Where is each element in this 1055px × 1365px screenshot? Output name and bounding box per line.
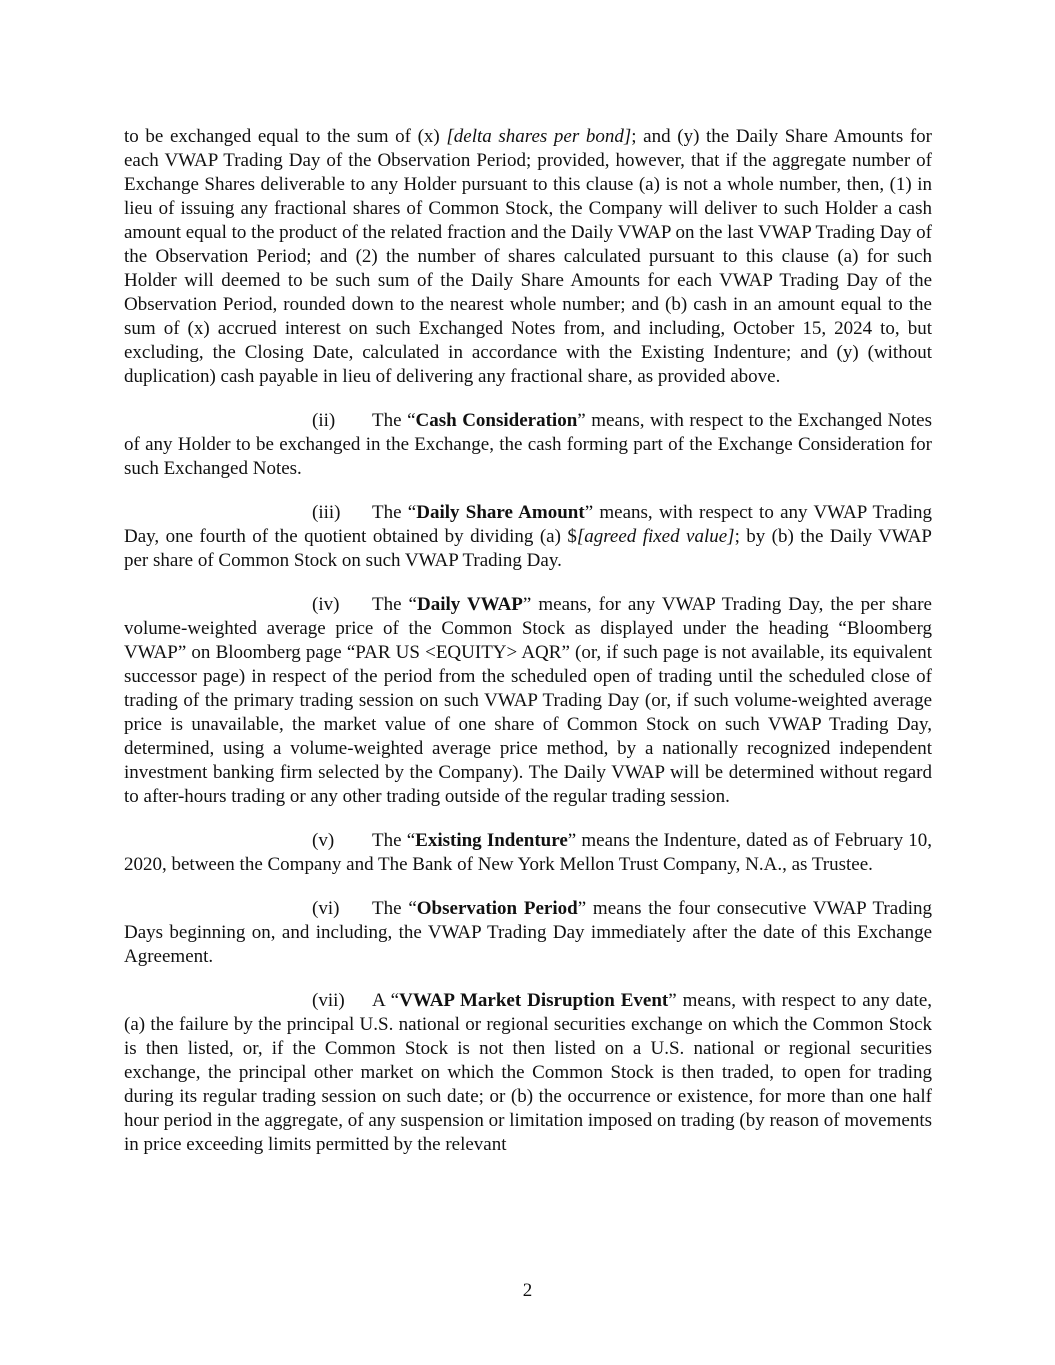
definition-term: Existing Indenture — [415, 830, 568, 851]
definition-text-a: ” means, with respect to any VWAP Trading Day, one fourth of the quotient obtained by dividing (a) $ — [124, 502, 932, 547]
intro-text-b: ; and (y) the Daily Share Amounts for each VWAP Trading Day of the Observation Period; provided, however, that if the aggregate number of Exchange Shares deliverable to any Holder pursuant to this clause (a) is not a whole number, then, (1) in lieu of issuing any fractional shares of Common Stock, the Company will deliver to such Holder a cash amount equal to the product of the related fraction and the Daily VWAP on the last VWAP Trading Day of the Observation Period; and (2) the number of shares calculated pursuant to this clause (a) for such Holder will deemed to be such sum of the Daily Share Amounts for each VWAP Trading Day of the Observation Period, rounded down to the nearest whole number; and (b) cash in an amount equal to the sum of (x) accrued interest on such Exchanged Notes from, and including, October 15, 2024 to, but excluding, the Closing Date, calculated in accordance with the Existing Indenture; and (y) (without duplication) cash payable in lieu of delivering any fractional share, as provided above. — [124, 126, 932, 387]
definition-number: (iv) — [312, 594, 340, 615]
definition-lead: The “ — [372, 830, 416, 851]
definition-cash-consideration — [124, 409, 932, 481]
definition-daily-share-amount — [124, 501, 932, 573]
definition-number: (vi) — [312, 898, 340, 919]
page-number: 2 — [522, 1280, 533, 1301]
definition-italic-placeholder: [agreed fixed value] — [576, 526, 735, 547]
definition-text-b: ; by (b) the Daily VWAP per share of Common Stock on such VWAP Trading Day. — [124, 526, 932, 571]
definition-text: ” means, for any VWAP Trading Day, the per share volume-weighted average price of the Common Stock as displayed under the heading “Bloomberg VWAP” on Bloomberg page “PAR US <EQUITY> AQR” (or, if such page is not available, its equivalent successor page) in respect of the period from the scheduled open of trading until the scheduled close of trading of the primary trading session on such VWAP Trading Day (or, if such volume-weighted average price is unavailable, the market value of one share of Common Stock on such VWAP Trading Day, determined, using a volume-weighted average price method, by a nationally recognized independent investment banking firm selected by the Company). The Daily VWAP will be determined without regard to after-hours trading or any other trading outside of the regular trading session. — [124, 594, 932, 807]
definition-text: ” means the four consecutive VWAP Trading Days beginning on, and including, the VWAP Trading Day immediately after the date of this Exchange Agreement. — [124, 898, 932, 967]
document-page — [124, 125, 932, 1177]
definition-lead: The “ — [372, 502, 417, 523]
definition-lead: The “ — [372, 594, 417, 615]
definition-lead: A “ — [372, 990, 400, 1011]
definition-lead: The “ — [372, 410, 416, 431]
definition-lead: The “ — [372, 898, 417, 919]
definition-term: Cash Consideration — [415, 410, 578, 431]
intro-paragraph — [124, 125, 932, 389]
definition-number: (vii) — [312, 990, 345, 1011]
definition-text: ” means, with respect to any date, (a) the failure by the principal U.S. national or regional securities exchange on which the Common Stock is then listed, or, if the Common Stock is not then listed on a U.S. national or regional securities exchange, the principal other market on which the Common Stock is then traded, to open for trading during its regular trading session on such date; or (b) the occurrence or existence, for more than one half hour period in the aggregate, of any suspension or limitation imposed on trading (by reason of movements in price exceeding limits permitted by the relevant — [124, 990, 932, 1155]
definition-term: VWAP Market Disruption Event — [399, 990, 669, 1011]
definition-number: (iii) — [312, 502, 341, 523]
definition-number: (ii) — [312, 410, 336, 431]
definition-number: (v) — [312, 830, 335, 851]
intro-italic-placeholder: [delta shares per bond] — [446, 126, 632, 147]
definition-vwap-market-disruption-event — [124, 989, 932, 1157]
definition-text: ” means the Indenture, dated as of February 10, 2020, between the Company and The Bank of New York Mellon Trust Company, N.A., as Trustee. — [124, 830, 932, 875]
definition-term: Daily VWAP — [417, 594, 523, 615]
definition-existing-indenture — [124, 829, 932, 877]
definition-term: Daily Share Amount — [416, 502, 585, 523]
intro-text-a: to be exchanged equal to the sum of (x) — [124, 126, 447, 147]
definition-daily-vwap — [124, 593, 932, 809]
definition-text: ” means, with respect to the Exchanged Notes of any Holder to be exchanged in the Exchange, the cash forming part of the Exchange Consideration for such Exchanged Notes. — [124, 410, 932, 479]
definition-observation-period — [124, 897, 932, 969]
definition-term: Observation Period — [416, 898, 578, 919]
